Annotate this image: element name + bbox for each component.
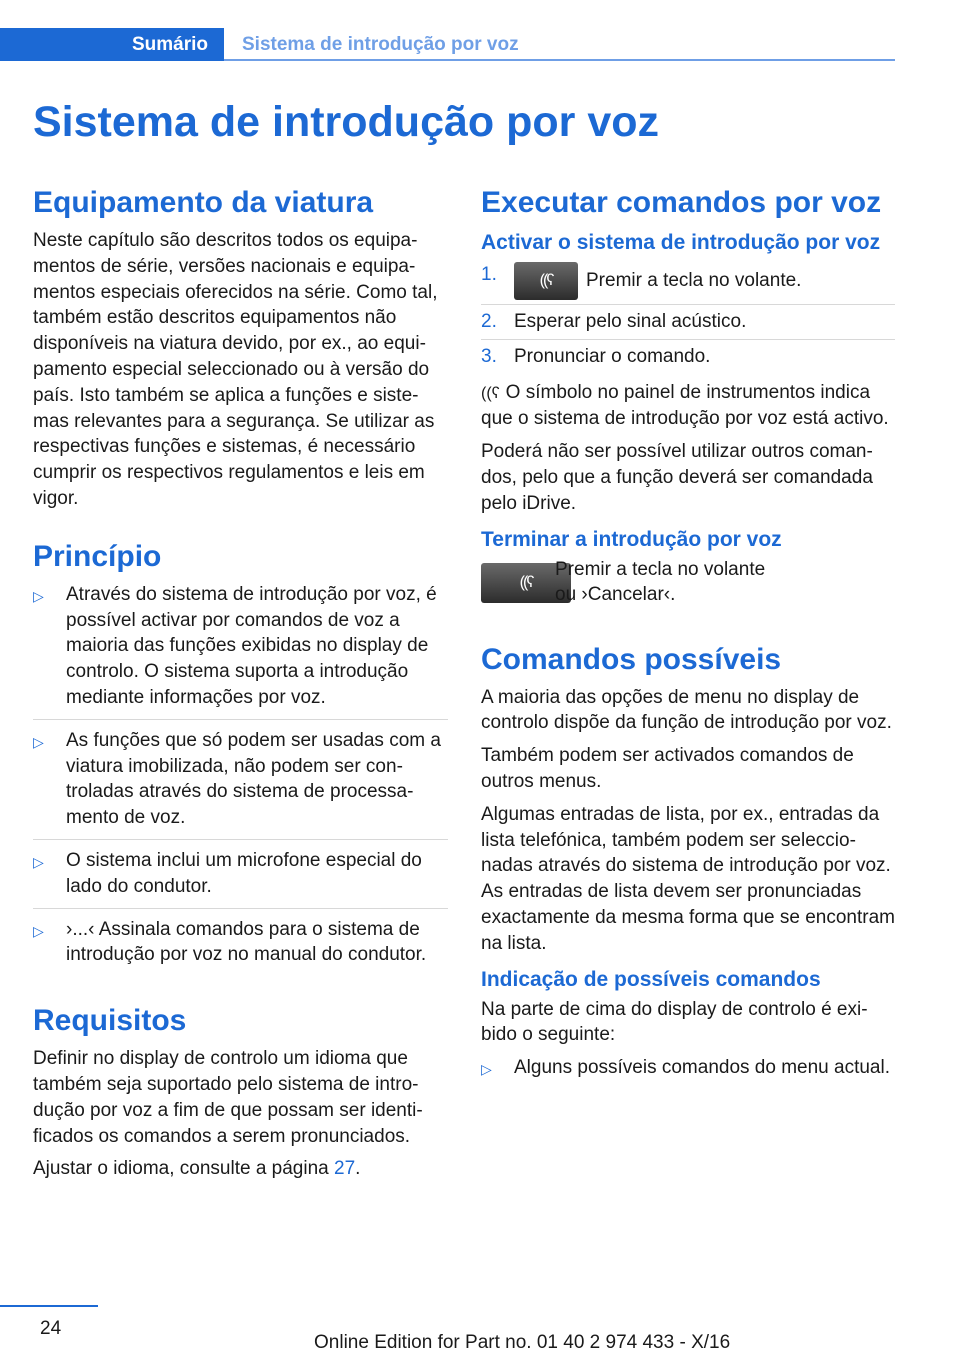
terminar-row xyxy=(481,557,895,615)
triangle-bullet-icon: ▷ xyxy=(33,853,44,870)
list-item-text: As funções que só podem ser usadas com a viatura imobilizada, não podem ser controladas através do sistema de processamento de voz. xyxy=(66,729,441,829)
comandos-p3: Algumas entradas de lista, por ex., entradas da lista telefónica, também podem ser seleccionadas através do sistema de introdução por voz. As entradas de lista devem ser pronunciadas exactamente da mesma forma que se encontram na lista. xyxy=(481,803,895,954)
terminar-line2: ou ›Cancelar‹. xyxy=(555,584,676,606)
step-number: 1. xyxy=(481,264,497,285)
equip-heading: Equipamento da viatura xyxy=(33,186,374,219)
triangle-bullet-icon: ▷ xyxy=(33,587,44,604)
triangle-bullet-icon: ▷ xyxy=(33,733,44,750)
triangle-bullet-icon: ▷ xyxy=(33,922,44,939)
ref-suffix: . xyxy=(355,1158,361,1180)
left-column xyxy=(33,186,448,1189)
list-item-text: O sistema inclui um microfone especial do lado do condutor. xyxy=(66,849,422,897)
executar-heading: Executar comandos por voz xyxy=(481,186,882,219)
step-number: 3. xyxy=(481,345,497,367)
list-item-text: Alguns possíveis comandos do menu actual. xyxy=(514,1057,890,1079)
list-item-text: Através do sistema de introdução por voz, é possível activar por comandos de voz a maioria das funções exibidas no display de controlo. O sistema suporta a introdução mediante informações por voz. xyxy=(66,583,437,708)
indicacao-list xyxy=(481,1055,895,1089)
principio-list xyxy=(33,582,448,976)
edition-text: Online Edition for Part no. 01 40 2 974 433 - X/16 xyxy=(314,1332,731,1353)
header-bar xyxy=(0,28,895,61)
requisitos-ref xyxy=(33,1156,448,1182)
list-item xyxy=(481,344,895,374)
voice-button-icon: ((ʕ xyxy=(514,262,578,300)
indicacao-text: Na parte de cima do display de controlo é exibido o seguinte: xyxy=(481,998,868,1046)
footer-rule xyxy=(0,1305,98,1307)
principio-heading: Princípio xyxy=(33,539,162,573)
comandos-p1: A maioria das opções de menu no display de controlo dispõe da função de introdução por voz. xyxy=(481,686,892,734)
requisitos-text: Definir no display de controlo um idioma que também seja suportado pelo sistema de introdução por voz a fim de que possam ser identificados os comandos a serem pronunciados. xyxy=(33,1048,423,1147)
symbol-note xyxy=(481,380,895,433)
steps-list xyxy=(481,262,895,374)
list-item xyxy=(33,728,448,840)
page-number: 24 xyxy=(40,1318,62,1339)
voice-symbol-icon: ((ʕ xyxy=(481,384,500,402)
list-item-text: ›...‹ Assinala comandos para o sistema de introdução por voz no manual do condutor. xyxy=(66,918,427,966)
tab-summary[interactable]: Sumário xyxy=(0,28,224,61)
step-text: Premir a tecla no volante. xyxy=(586,270,802,292)
comandos-heading: Comandos possíveis xyxy=(481,642,782,676)
other-note: Poderá não ser possível utilizar outros comandos, pelo que a função deverá ser comandada pelo iDrive. xyxy=(481,441,873,514)
terminar-heading: Terminar a introdução por voz xyxy=(481,527,782,551)
list-item xyxy=(33,848,448,909)
page-title: Sistema de introdução por voz xyxy=(33,98,659,146)
step-text: Pronunciar o comando. xyxy=(514,345,711,367)
requisitos-heading: Requisitos xyxy=(33,1004,187,1038)
header-rule xyxy=(224,59,895,61)
terminar-line1: Premir a tecla no volante xyxy=(555,558,766,580)
indicacao-heading: Indicação de possíveis comandos xyxy=(481,967,821,991)
triangle-bullet-icon: ▷ xyxy=(481,1061,492,1078)
step-number: 2. xyxy=(481,311,497,332)
header-section-title[interactable]: Sistema de introdução por voz xyxy=(242,34,519,55)
page-link[interactable]: 27 xyxy=(334,1158,356,1180)
terminar-text xyxy=(555,557,765,609)
list-item xyxy=(33,582,448,720)
list-item xyxy=(481,1055,895,1089)
ref-prefix: Ajustar o idioma, consulte a página xyxy=(33,1158,335,1180)
list-item xyxy=(481,309,895,340)
step-text: Esperar pelo sinal acústico. xyxy=(514,311,747,332)
equip-text: Neste capítulo são descritos todos os equipamentos de série, versões nacionais e equipamentos especiais oferecidos na série. Como tal, também estão descritos equipamentos não disponíveis na viatura devido, por ex., ao equipamento especial seleccionado ou à versão do país. Isto também se aplica a funções e sistemas relevantes para a segurança. Se utilizar as respectivas funções e sistemas, é necessário cumprir os respectivos regulamentos e leis em vigor. xyxy=(33,230,438,509)
list-item xyxy=(481,262,895,305)
right-column xyxy=(481,186,895,1097)
list-item xyxy=(33,917,448,977)
comandos-p2: Também podem ser activados comandos de outros menus. xyxy=(481,745,854,792)
activar-heading: Activar o sistema de introdução por voz xyxy=(481,231,881,254)
symbol-note-text: O símbolo no painel de instrumentos indica que o sistema de introdução por voz está activo. xyxy=(481,381,889,430)
voice-button-icon: ((ʕ xyxy=(481,563,571,603)
